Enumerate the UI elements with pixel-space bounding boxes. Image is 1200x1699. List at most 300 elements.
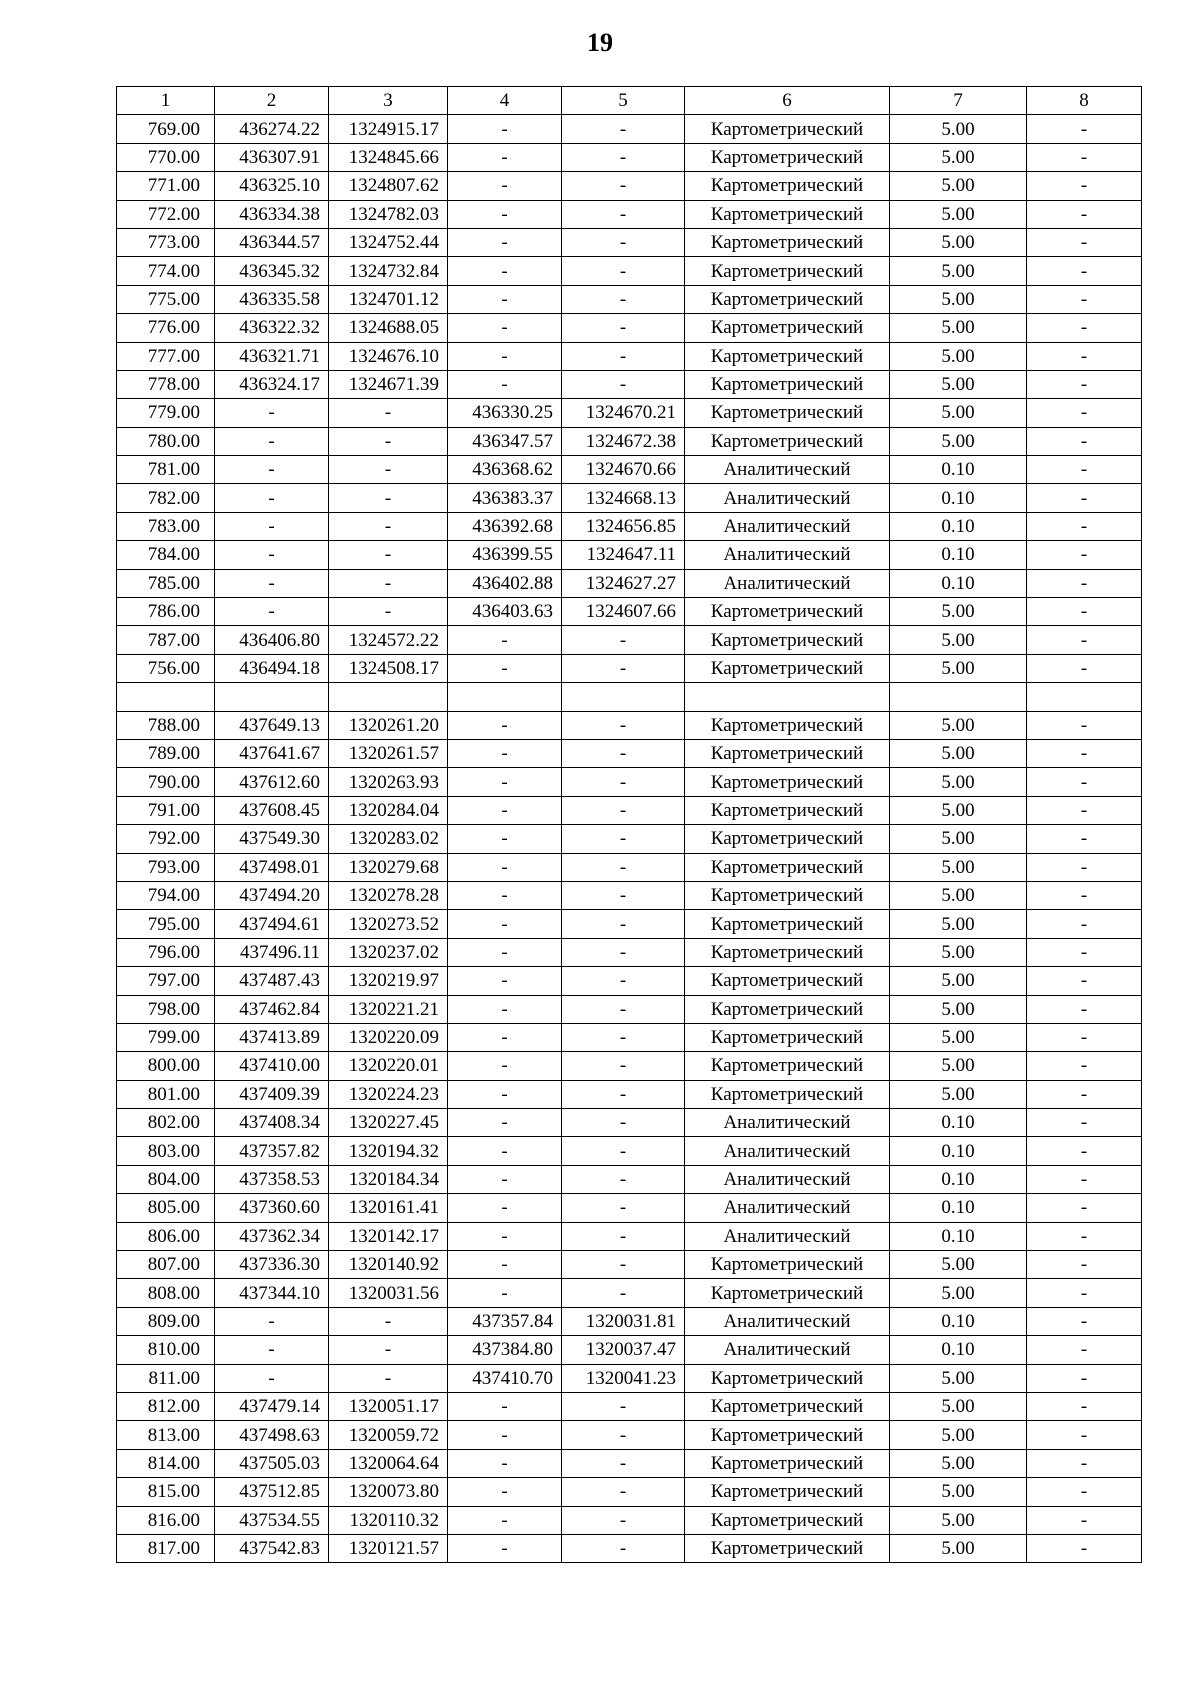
table-row	[117, 484, 1142, 512]
table-row	[117, 995, 1142, 1023]
table-cell: -	[215, 1364, 329, 1392]
table-cell: 1324670.21	[562, 399, 685, 427]
table-cell: 1320283.02	[329, 825, 448, 853]
table-cell: 5.00	[890, 1534, 1027, 1562]
table-cell: 5.00	[890, 399, 1027, 427]
table-cell: -	[448, 1534, 562, 1562]
table-cell: -	[215, 484, 329, 512]
table-cell: 436324.17	[215, 370, 329, 398]
table-cell: -	[329, 399, 448, 427]
table-cell: Картометрический	[685, 1478, 890, 1506]
table-cell: 1320110.32	[329, 1506, 448, 1534]
table-cell: 5.00	[890, 626, 1027, 654]
table-cell: 776.00	[117, 314, 215, 342]
table-cell: -	[562, 768, 685, 796]
table-cell: 789.00	[117, 739, 215, 767]
table-cell: -	[329, 598, 448, 626]
table-cell: 436330.25	[448, 399, 562, 427]
table-cell: -	[215, 512, 329, 540]
table-cell: 1320227.45	[329, 1109, 448, 1137]
table-cell: 437549.30	[215, 825, 329, 853]
table-cell: -	[448, 654, 562, 682]
table-cell: Картометрический	[685, 1023, 890, 1051]
table-cell: 1324845.66	[329, 143, 448, 171]
table-cell: 796.00	[117, 938, 215, 966]
header-cell: 2	[215, 87, 329, 115]
table-cell	[448, 683, 562, 711]
table-cell: 5.00	[890, 228, 1027, 256]
table-cell: 436345.32	[215, 257, 329, 285]
table-cell: 1324752.44	[329, 228, 448, 256]
table-cell: 769.00	[117, 115, 215, 143]
table-cell	[562, 683, 685, 711]
table-cell: Картометрический	[685, 1392, 890, 1420]
table-cell: -	[1027, 228, 1142, 256]
header-cell: 8	[1027, 87, 1142, 115]
table-cell: Аналитический	[685, 541, 890, 569]
table-cell: 5.00	[890, 1080, 1027, 1108]
table-cell: 5.00	[890, 342, 1027, 370]
table-cell: -	[448, 314, 562, 342]
table-row	[117, 143, 1142, 171]
table-cell: -	[562, 1023, 685, 1051]
table-cell: -	[562, 228, 685, 256]
header-cell: 5	[562, 87, 685, 115]
table-cell: 436344.57	[215, 228, 329, 256]
table-cell: -	[448, 370, 562, 398]
table-cell: Аналитический	[685, 1222, 890, 1250]
table-row	[117, 342, 1142, 370]
table-row	[117, 1137, 1142, 1165]
table-cell: 436334.38	[215, 200, 329, 228]
table-cell: -	[562, 342, 685, 370]
header-cell: 4	[448, 87, 562, 115]
table-header-row	[117, 87, 1142, 115]
table-cell: 5.00	[890, 257, 1027, 285]
table-cell: -	[215, 456, 329, 484]
table-cell: 437357.82	[215, 1137, 329, 1165]
table-cell: Картометрический	[685, 1251, 890, 1279]
table-cell: 0.10	[890, 1336, 1027, 1364]
table-cell: Аналитический	[685, 512, 890, 540]
table-row	[117, 456, 1142, 484]
table-cell: Картометрический	[685, 768, 890, 796]
table-cell: -	[1027, 1194, 1142, 1222]
table-cell: -	[562, 626, 685, 654]
table-cell: -	[448, 257, 562, 285]
table-cell: -	[448, 1222, 562, 1250]
header-cell: 6	[685, 87, 890, 115]
table-cell: 1324671.39	[329, 370, 448, 398]
table-row	[117, 569, 1142, 597]
table-cell: -	[562, 172, 685, 200]
table-cell: 436335.58	[215, 285, 329, 313]
table-cell: -	[562, 1137, 685, 1165]
table-cell: 812.00	[117, 1392, 215, 1420]
table-cell: -	[562, 1109, 685, 1137]
table-cell: -	[215, 427, 329, 455]
table-cell: 437409.39	[215, 1080, 329, 1108]
table-row	[117, 768, 1142, 796]
table-cell: -	[1027, 1165, 1142, 1193]
table-row	[117, 796, 1142, 824]
table-cell: Картометрический	[685, 967, 890, 995]
table-cell: 437344.10	[215, 1279, 329, 1307]
table-cell: 806.00	[117, 1222, 215, 1250]
table-cell: Аналитический	[685, 1137, 890, 1165]
table-cell: Картометрический	[685, 711, 890, 739]
table-cell: -	[448, 228, 562, 256]
table-cell: -	[448, 1421, 562, 1449]
table-cell: Картометрический	[685, 370, 890, 398]
table-cell: 816.00	[117, 1506, 215, 1534]
table-cell: 437542.83	[215, 1534, 329, 1562]
table-cell: Аналитический	[685, 1109, 890, 1137]
table-cell: -	[448, 1392, 562, 1420]
table-row	[117, 399, 1142, 427]
table-cell: Картометрический	[685, 257, 890, 285]
table-cell: -	[562, 1534, 685, 1562]
table-cell: -	[1027, 1506, 1142, 1534]
table-cell: 5.00	[890, 654, 1027, 682]
table-cell: -	[1027, 1080, 1142, 1108]
table-cell: -	[562, 1478, 685, 1506]
table-cell: -	[562, 938, 685, 966]
table-cell: -	[448, 881, 562, 909]
table-cell: -	[215, 598, 329, 626]
table-cell: 1320278.28	[329, 881, 448, 909]
table-row	[117, 853, 1142, 881]
table-row	[117, 1052, 1142, 1080]
table-cell: Картометрический	[685, 143, 890, 171]
table-cell: Аналитический	[685, 1336, 890, 1364]
table-cell: -	[1027, 1251, 1142, 1279]
table-cell: 437649.13	[215, 711, 329, 739]
table-cell: 5.00	[890, 825, 1027, 853]
table-cell: 1320142.17	[329, 1222, 448, 1250]
table-row	[117, 1364, 1142, 1392]
table-cell: 436325.10	[215, 172, 329, 200]
table-cell: 809.00	[117, 1307, 215, 1335]
table-cell: 437498.01	[215, 853, 329, 881]
table-cell: 0.10	[890, 1222, 1027, 1250]
table-cell: 5.00	[890, 739, 1027, 767]
table-cell: 5.00	[890, 1421, 1027, 1449]
table-cell: 817.00	[117, 1534, 215, 1562]
table-cell: 781.00	[117, 456, 215, 484]
table-cell: -	[1027, 1307, 1142, 1335]
table-cell: 437487.43	[215, 967, 329, 995]
table-cell	[117, 683, 215, 711]
table-cell: 1324701.12	[329, 285, 448, 313]
table-cell: 1320051.17	[329, 1392, 448, 1420]
table-cell: Картометрический	[685, 938, 890, 966]
table-cell: -	[1027, 768, 1142, 796]
table-cell: 1320279.68	[329, 853, 448, 881]
table-cell: -	[1027, 484, 1142, 512]
table-cell: 777.00	[117, 342, 215, 370]
table-cell: -	[1027, 370, 1142, 398]
table-cell: 770.00	[117, 143, 215, 171]
table-row	[117, 1421, 1142, 1449]
table-cell: Картометрический	[685, 1279, 890, 1307]
table-cell: 437357.84	[448, 1307, 562, 1335]
table-cell: 5.00	[890, 370, 1027, 398]
table-cell: -	[1027, 541, 1142, 569]
table-cell: 1320220.01	[329, 1052, 448, 1080]
table-cell: -	[1027, 1449, 1142, 1477]
table-cell: -	[448, 1109, 562, 1137]
table-cell: Картометрический	[685, 342, 890, 370]
table-cell: 437408.34	[215, 1109, 329, 1137]
table-cell: Картометрический	[685, 853, 890, 881]
table-cell: -	[562, 739, 685, 767]
table-cell: Аналитический	[685, 1194, 890, 1222]
table-cell: 436307.91	[215, 143, 329, 171]
table-cell: -	[562, 1194, 685, 1222]
header-cell: 7	[890, 87, 1027, 115]
table-cell: Картометрический	[685, 739, 890, 767]
table-row	[117, 1534, 1142, 1562]
table-cell: 811.00	[117, 1364, 215, 1392]
table-cell: -	[1027, 881, 1142, 909]
table-cell: 795.00	[117, 910, 215, 938]
table-cell: 756.00	[117, 654, 215, 682]
table-cell: Аналитический	[685, 1307, 890, 1335]
table-cell: Аналитический	[685, 484, 890, 512]
table-cell: 1324607.66	[562, 598, 685, 626]
table-cell: Аналитический	[685, 1165, 890, 1193]
table-cell: 792.00	[117, 825, 215, 853]
table-cell: 437413.89	[215, 1023, 329, 1051]
table-cell: 790.00	[117, 768, 215, 796]
table-cell: Аналитический	[685, 456, 890, 484]
table-cell: -	[1027, 456, 1142, 484]
table-cell: -	[562, 853, 685, 881]
table-cell: 5.00	[890, 881, 1027, 909]
table-cell: -	[448, 768, 562, 796]
table-cell: -	[562, 285, 685, 313]
table-row	[117, 314, 1142, 342]
table-row	[117, 910, 1142, 938]
table-cell: -	[329, 512, 448, 540]
table-cell: -	[448, 1194, 562, 1222]
table-cell: 1320194.32	[329, 1137, 448, 1165]
table-cell: -	[448, 1279, 562, 1307]
table-cell: Картометрический	[685, 399, 890, 427]
table-cell: 0.10	[890, 456, 1027, 484]
table-row	[117, 1080, 1142, 1108]
table-cell: 788.00	[117, 711, 215, 739]
table-cell: 0.10	[890, 1137, 1027, 1165]
table-cell: -	[1027, 1279, 1142, 1307]
table-cell: 808.00	[117, 1279, 215, 1307]
table-cell: 1320064.64	[329, 1449, 448, 1477]
table-cell: 1324572.22	[329, 626, 448, 654]
table-body	[117, 87, 1142, 1563]
table-cell: -	[448, 910, 562, 938]
table-cell: 437362.34	[215, 1222, 329, 1250]
table-cell: 805.00	[117, 1194, 215, 1222]
table-cell: 1324627.27	[562, 569, 685, 597]
table-cell: 1320041.23	[562, 1364, 685, 1392]
table-cell: Картометрический	[685, 825, 890, 853]
table-cell: 437410.70	[448, 1364, 562, 1392]
table-cell: 5.00	[890, 172, 1027, 200]
table-row	[117, 115, 1142, 143]
table-row	[117, 881, 1142, 909]
table-cell: -	[329, 456, 448, 484]
table-cell: Картометрический	[685, 285, 890, 313]
table-row	[117, 598, 1142, 626]
table-cell: -	[448, 1251, 562, 1279]
table-cell: -	[562, 711, 685, 739]
table-cell: -	[1027, 995, 1142, 1023]
table-cell: 1320031.81	[562, 1307, 685, 1335]
table-cell: 436274.22	[215, 115, 329, 143]
table-cell: 774.00	[117, 257, 215, 285]
table-cell: -	[1027, 1109, 1142, 1137]
table-cell: -	[215, 541, 329, 569]
table-cell: -	[1027, 910, 1142, 938]
table-cell: 436347.57	[448, 427, 562, 455]
table-cell: 1320284.04	[329, 796, 448, 824]
table-cell: Картометрический	[685, 172, 890, 200]
table-cell: 1324676.10	[329, 342, 448, 370]
table-cell: 810.00	[117, 1336, 215, 1364]
table-cell: -	[448, 1449, 562, 1477]
header-cell: 3	[329, 87, 448, 115]
table-cell: 436321.71	[215, 342, 329, 370]
table-cell: 436403.63	[448, 598, 562, 626]
table-cell: 771.00	[117, 172, 215, 200]
table-cell: 791.00	[117, 796, 215, 824]
table-row	[117, 711, 1142, 739]
table-cell: 1320121.57	[329, 1534, 448, 1562]
table-row	[117, 1023, 1142, 1051]
table-cell: -	[1027, 1421, 1142, 1449]
table-cell: 0.10	[890, 484, 1027, 512]
table-cell: 437494.20	[215, 881, 329, 909]
table-cell: Картометрический	[685, 1449, 890, 1477]
table-cell: -	[448, 200, 562, 228]
table-cell: 0.10	[890, 1165, 1027, 1193]
table-cell: 1320219.97	[329, 967, 448, 995]
table-cell: Картометрический	[685, 314, 890, 342]
table-cell: 437512.85	[215, 1478, 329, 1506]
table-cell: 1324807.62	[329, 172, 448, 200]
table-cell: -	[562, 1392, 685, 1420]
table-cell: 785.00	[117, 569, 215, 597]
table-cell: -	[329, 1336, 448, 1364]
table-cell: 0.10	[890, 541, 1027, 569]
table-cell: Картометрический	[685, 1052, 890, 1080]
table-cell: Картометрический	[685, 995, 890, 1023]
table-cell: 802.00	[117, 1109, 215, 1137]
table-row	[117, 739, 1142, 767]
table-cell: -	[448, 1137, 562, 1165]
table-cell: -	[1027, 1052, 1142, 1080]
table-cell: 1320059.72	[329, 1421, 448, 1449]
table-cell: -	[562, 910, 685, 938]
table-cell: Картометрический	[685, 115, 890, 143]
table-row	[117, 228, 1142, 256]
table-cell: 437410.00	[215, 1052, 329, 1080]
table-cell: -	[1027, 569, 1142, 597]
table-cell: 5.00	[890, 768, 1027, 796]
header-cell: 1	[117, 87, 215, 115]
table-cell: 5.00	[890, 285, 1027, 313]
table-cell: -	[1027, 598, 1142, 626]
table-cell: 772.00	[117, 200, 215, 228]
table-row	[117, 1279, 1142, 1307]
table-cell: 1324782.03	[329, 200, 448, 228]
table-cell: 1324656.85	[562, 512, 685, 540]
table-cell: 5.00	[890, 796, 1027, 824]
table-cell: -	[329, 427, 448, 455]
table-cell: 0.10	[890, 1307, 1027, 1335]
table-cell: 780.00	[117, 427, 215, 455]
table-cell: 5.00	[890, 711, 1027, 739]
table-row	[117, 654, 1142, 682]
table-cell: 436322.32	[215, 314, 329, 342]
table-row	[117, 200, 1142, 228]
table-cell: -	[562, 1222, 685, 1250]
table-cell: -	[448, 115, 562, 143]
table-cell	[215, 683, 329, 711]
table-cell: 1324732.84	[329, 257, 448, 285]
table-cell: -	[1027, 1534, 1142, 1562]
table-cell: -	[1027, 739, 1142, 767]
table-cell: 1320273.52	[329, 910, 448, 938]
table-cell: Картометрический	[685, 796, 890, 824]
table-cell: 783.00	[117, 512, 215, 540]
table-cell: 5.00	[890, 1506, 1027, 1534]
table-cell: 798.00	[117, 995, 215, 1023]
table-cell: -	[1027, 938, 1142, 966]
table-cell: -	[1027, 1336, 1142, 1364]
table-cell: -	[329, 1307, 448, 1335]
table-cell: 5.00	[890, 938, 1027, 966]
table-cell: -	[562, 1506, 685, 1534]
table-cell: 1324668.13	[562, 484, 685, 512]
table-cell: -	[562, 995, 685, 1023]
table-cell: -	[329, 541, 448, 569]
table-cell: 437534.55	[215, 1506, 329, 1534]
table-cell: -	[1027, 967, 1142, 995]
table-row	[117, 172, 1142, 200]
table-cell: Картометрический	[685, 228, 890, 256]
table-cell: 1320184.34	[329, 1165, 448, 1193]
table-cell: 814.00	[117, 1449, 215, 1477]
table-cell: -	[329, 484, 448, 512]
table-cell: -	[562, 1165, 685, 1193]
table-cell: 436406.80	[215, 626, 329, 654]
table-cell: 436399.55	[448, 541, 562, 569]
table-cell: 437358.53	[215, 1165, 329, 1193]
table-cell: 804.00	[117, 1165, 215, 1193]
table-cell: 1320261.57	[329, 739, 448, 767]
table-cell: 5.00	[890, 115, 1027, 143]
table-cell: 782.00	[117, 484, 215, 512]
table-cell: 1324647.11	[562, 541, 685, 569]
table-cell: 815.00	[117, 1478, 215, 1506]
table-cell: -	[448, 967, 562, 995]
table-row	[117, 1165, 1142, 1193]
table-cell: -	[448, 995, 562, 1023]
table-cell: -	[448, 796, 562, 824]
coordinates-table	[116, 86, 1142, 1563]
